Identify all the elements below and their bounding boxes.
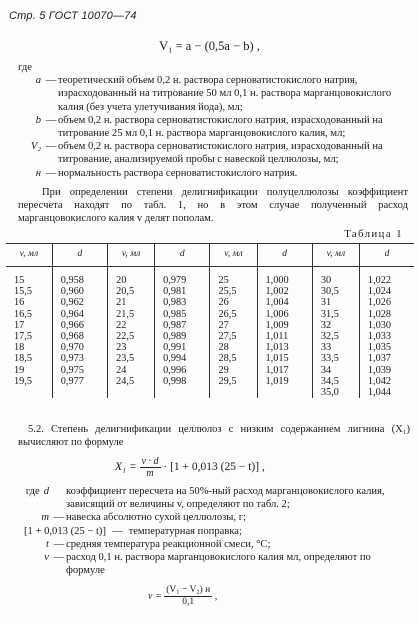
table-row <box>6 365 414 376</box>
table-cell: 15 <box>14 275 25 286</box>
fraction-numerator: v · d <box>141 456 159 467</box>
table-cell: 32,5 <box>312 331 359 342</box>
table-cell: 1,006 <box>257 309 312 320</box>
def-dash: — <box>53 538 65 550</box>
table-cell: 1,039 <box>359 365 414 376</box>
def-symbol: н <box>35 167 41 179</box>
table-cell: 28,5 <box>210 353 257 364</box>
table-header: v, мл <box>6 244 52 267</box>
table-cell <box>257 387 312 398</box>
table-cell: 1,028 <box>359 309 414 320</box>
def-text: навеска абсолютно сухой целлюлозы, г; <box>66 512 247 524</box>
table-cell: 0,970 <box>52 342 107 353</box>
table-cell: 1,044 <box>359 387 414 398</box>
coefficient-table <box>6 243 414 398</box>
def-lead: где <box>25 486 40 497</box>
def-dash: — <box>45 114 57 126</box>
table-cell: 0,996 <box>155 365 210 376</box>
paragraph-semicellulose: При определении степени делигнификации полуцеллюлозы коэффициент пересчета находят по табл. 1, но в этом случае полученный расход марганцовокислого калия v делят пополам. <box>18 187 408 225</box>
table-row <box>6 342 414 353</box>
def-symbol: [1 + 0,013 (25 − t)] <box>24 525 106 537</box>
table-cell: 0,987 <box>155 320 210 331</box>
table-cell: 33 <box>312 342 359 353</box>
table-header-row <box>6 244 414 267</box>
table-cell: 24 <box>108 365 155 376</box>
def-text: объем 0,2 н. раствора серноватистокислого натрия, израсходованный на титрование, анализируемой пробы с навеской целлюлозы, мл; <box>58 141 383 166</box>
section-5-2: 5.2. Степень делигнификации целлюлоз с низким содержанием лигнина (X₁) вычисляют по формуле <box>18 424 410 449</box>
table-header: v, мл <box>210 244 257 267</box>
table-cell <box>52 387 107 398</box>
table-cell: 1,019 <box>257 376 312 387</box>
definition-v <box>18 551 410 577</box>
def-text: коэффициент пересчета на 50%-ный расход марганцовокислого калия, зависящий от величины v, определяют по табл. 2; <box>66 486 385 511</box>
table-row <box>6 297 414 308</box>
table-cell: 1,026 <box>359 297 414 308</box>
formula-fraction <box>140 456 161 479</box>
table-cell: 0,968 <box>52 331 107 342</box>
table-header: v, мл <box>312 244 359 267</box>
def-dash: — <box>53 512 65 524</box>
table-cell <box>6 387 52 398</box>
table-cell: 0,983 <box>155 297 210 308</box>
table-cell: 32 <box>312 320 359 331</box>
table-cell: 0,966 <box>52 320 107 331</box>
table-cell: 0,964 <box>52 309 107 320</box>
definition-d <box>18 485 410 511</box>
table-cell: 18 <box>14 342 25 354</box>
table-cell: 19 <box>14 364 25 376</box>
table-cell: 1,002 <box>257 286 312 297</box>
def-symbol: b <box>35 114 41 126</box>
table-cell: 1,037 <box>359 353 414 364</box>
definition-n <box>18 167 408 180</box>
table-cell: 34,5 <box>312 376 359 387</box>
table-cell: 0,979 <box>155 267 210 287</box>
table-row <box>6 331 414 342</box>
table-cell: 0,973 <box>52 353 107 364</box>
table-cell: 1,011 <box>257 331 312 342</box>
table-cell: 0,975 <box>52 365 107 376</box>
table-cell: 1,030 <box>359 320 414 331</box>
table-cell: 1,024 <box>359 286 414 297</box>
table-cell: 26 <box>210 297 257 308</box>
table-cell: 18,5 <box>14 353 33 365</box>
table-cell: 1,022 <box>359 267 414 287</box>
def-dash: — <box>111 525 123 537</box>
table-cell: 1,000 <box>257 267 312 287</box>
table-cell: 27 <box>210 320 257 331</box>
table-cell: 0,998 <box>155 376 210 387</box>
definition-temp-correction <box>18 525 410 538</box>
table-cell: 15,5 <box>14 286 33 298</box>
table-cell: 23,5 <box>108 353 155 364</box>
table-cell: 25 <box>210 267 257 287</box>
table-header: d <box>257 244 312 267</box>
formula-lhs: v = <box>148 590 162 602</box>
table-cell: 0,985 <box>155 309 210 320</box>
def-text: нормальность раствора серноватистокислого натрия. <box>58 167 298 179</box>
table-cell: 22 <box>108 320 155 331</box>
table-cell: 19,5 <box>14 375 33 387</box>
table-cell: 0,977 <box>52 376 107 387</box>
table-cell: 1,004 <box>257 297 312 308</box>
table-cell: 1,033 <box>359 331 414 342</box>
table-cell: 29 <box>210 365 257 376</box>
def-symbol: t <box>46 538 49 550</box>
definition-v2 <box>18 140 408 166</box>
table-cell: 23 <box>108 342 155 353</box>
def-dash: — <box>53 552 65 564</box>
def-text: температурная поправка; <box>128 525 242 537</box>
def-dash: — <box>45 75 57 87</box>
page-header: Стр. 5 ГОСТ 10070—74 <box>9 10 137 22</box>
table-cell: 1,017 <box>257 365 312 376</box>
table-cell: 22,5 <box>108 331 155 342</box>
def-symbol: a <box>35 75 41 87</box>
fraction-denominator: m <box>146 468 154 479</box>
formula-rhs: · [1 + 0,013 (25 − t)] , <box>163 461 265 474</box>
table-cell: 21,5 <box>108 309 155 320</box>
formula-tail: , <box>214 590 218 602</box>
table-cell: 1,035 <box>359 342 414 353</box>
table-cell: 20,5 <box>108 286 155 297</box>
table-header: d <box>359 244 414 267</box>
def-symbol <box>18 485 52 511</box>
table-cell: 0,958 <box>52 267 107 287</box>
table-cell: 25,5 <box>210 286 257 297</box>
table-cell: 33,5 <box>312 353 359 364</box>
table-cell: 24,5 <box>108 376 155 387</box>
def-symbol-text: d <box>43 486 49 497</box>
table-header: v, мл <box>108 244 155 267</box>
formula-v1: V₁ = a − (0,5a − b) , <box>159 39 260 53</box>
definition-a <box>18 61 408 114</box>
table-cell: 17,5 <box>14 331 33 343</box>
table-header: d <box>155 244 210 267</box>
definitions-list-2 <box>18 485 410 577</box>
table-cell: 28 <box>210 342 257 353</box>
table-cell: 17 <box>14 319 25 331</box>
table-cell: 26,5 <box>210 309 257 320</box>
def-lead: где <box>18 62 32 73</box>
table-cell: 0,989 <box>155 331 210 342</box>
table-cell: 1,009 <box>257 320 312 331</box>
table-cell: 20 <box>108 267 155 287</box>
def-text: средняя температура реакционной смеси, °С; <box>66 538 271 550</box>
def-symbol: m <box>41 512 49 524</box>
table-cell: 34 <box>312 365 359 376</box>
def-text: теоретический объем 0,2 н. раствора серноватистокислого натрия, израсходованный на титрование 50 мл 0,1 н. раствора марганцовокислого калия (без учета улетучивания йода), мл; <box>58 75 392 113</box>
fraction-numerator: (V₁ − V₂) н <box>166 585 211 595</box>
table-cell: 0,994 <box>155 353 210 364</box>
table-header: d <box>52 244 107 267</box>
table-cell: 0,981 <box>155 286 210 297</box>
table-cell: 27,5 <box>210 331 257 342</box>
table-row <box>6 387 414 398</box>
def-dash: — <box>45 141 57 153</box>
table-cell: 31 <box>312 297 359 308</box>
table-cell <box>210 387 257 398</box>
table-cell: 30 <box>312 267 359 287</box>
table-caption: Таблица 1 <box>344 229 403 240</box>
table-cell <box>155 387 210 398</box>
table-row <box>6 320 414 331</box>
definition-m <box>18 511 410 524</box>
table-cell: 29,5 <box>210 376 257 387</box>
table-cell: 30,5 <box>312 286 359 297</box>
table-row <box>6 353 414 364</box>
definition-t <box>18 538 410 551</box>
formula-lhs: X₁ = <box>115 461 137 474</box>
def-symbol: V₂ <box>30 141 41 153</box>
formula-v <box>148 585 217 608</box>
table-row <box>6 309 414 320</box>
def-dash: — <box>45 167 57 179</box>
def-text: расход 0,1 н. раствора марганцовокислого калия мл, определяют по формуле <box>66 552 371 577</box>
table-cell: 21 <box>108 297 155 308</box>
table-cell: 0,962 <box>52 297 107 308</box>
def-dash <box>52 485 66 511</box>
table-row <box>6 286 414 297</box>
table-row <box>6 267 414 287</box>
def-text: объем 0,2 н. раствора серноватистокислого натрия, израсходованный на титрование 25 мл 0,1 н. раствора марганцовокислого калия, мл; <box>58 114 383 140</box>
table-cell <box>108 387 155 398</box>
formula-x1 <box>115 456 265 479</box>
table-cell: 0,960 <box>52 286 107 297</box>
table-cell: 16,5 <box>14 308 33 320</box>
definitions-list-1 <box>18 61 408 180</box>
definition-b <box>18 114 408 140</box>
table-cell: 16 <box>14 297 25 309</box>
table-cell: 35,0 <box>312 387 359 398</box>
table-cell: 1,015 <box>257 353 312 364</box>
formula-fraction <box>164 585 212 608</box>
table-cell: 31,5 <box>312 309 359 320</box>
def-symbol: v <box>44 552 49 564</box>
table-cell: 0,991 <box>155 342 210 353</box>
table-cell: 1,042 <box>359 376 414 387</box>
table-row <box>6 376 414 387</box>
table-cell: 1,013 <box>257 342 312 353</box>
fraction-denominator: 0,1 <box>182 597 195 607</box>
